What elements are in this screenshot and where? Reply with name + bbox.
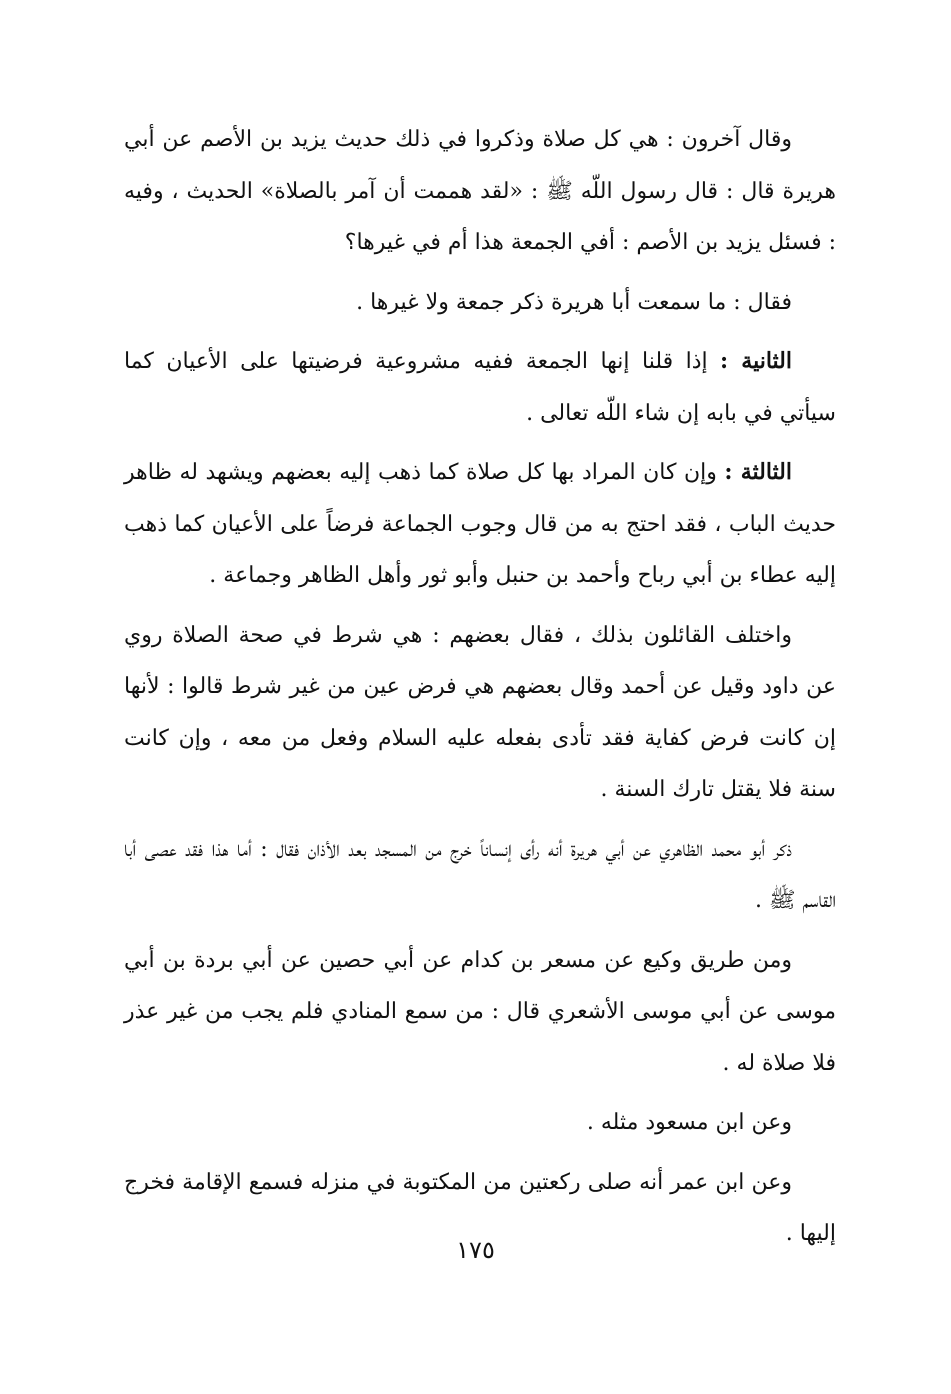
paragraph-lead: الثانية : <box>720 348 792 374</box>
paragraph-3: الثانية : إذا قلنا إنها الجمعة ففيه مشروعية فرضيتها على الأعيان كما سيأتي في بابه إن شاء اللّه تعالى . <box>124 348 836 426</box>
paragraph-5: واختلف القائلون بذلك ، فقال بعضهم : هي شرط في صحة الصلاة روي عن داود وقيل عن أحمد وقال بعضهم هي فرض عين من غير شرط قالوا : لأنها إن كانت فرض كفاية فقد تأدى بفعله عليه السلام وفعل من معه ، وإن كانت سنة فلا يقتل تارك السنة . <box>124 622 836 802</box>
paragraph-1: وقال آخرون : هي كل صلاة وذكروا في ذلك حديث يزيد بن الأصم عن أبي هريرة قال : قال رسول اللّه ﷺ : «لقد هممت أن آمر بالصلاة» الحديث ، وفيه : فسئل يزيد بن الأصم : أفي الجمعة هذا أم في غيرها؟ <box>124 127 836 255</box>
paragraph-lead: الثالثة : <box>724 459 792 485</box>
main-text <box>124 114 836 1268</box>
paragraph-8: وعن ابن مسعود مثله . <box>586 1110 792 1135</box>
paragraph-4: الثالثة : وإن كان المراد بها كل صلاة كما ذهب إليه بعضهم ويشهد له ظاهر حديث الباب ، فقد احتج به من قال وجوب الجماعة فرضاً على الأعيان كما ذهب إليه عطاء بن أبي رباح وأحمد بن حنبل وأبو ثور وأهل الظاهر وجماعة . <box>124 459 836 588</box>
paragraph-9: وعن ابن عمر أنه صلى ركعتين من المكتوبة في منزله فسمع الإقامة فخرج إليها . <box>124 1169 836 1246</box>
paragraph-2: فقال : ما سمعت أبا هريرة ذكر جمعة ولا غيرها . <box>356 289 792 315</box>
paragraph-6: ذكر أبو محمد الظاهري عن أبي هريرة أنه رأى إنساناً خرج من المسجد بعد الأذان فقال : أما هذا فقد عصى أبا القاسم ﷺ . <box>124 836 836 913</box>
page-number: ١٧٥ <box>456 1236 495 1264</box>
paragraph-7: ومن طريق وكيع عن مسعر بن كدام عن أبي حصين عن أبي بردة بن أبي موسى عن أبي موسى الأشعري قال : من سمع المنادي فلم يجب من غير عذر فلا صلاة له . <box>124 947 836 1076</box>
